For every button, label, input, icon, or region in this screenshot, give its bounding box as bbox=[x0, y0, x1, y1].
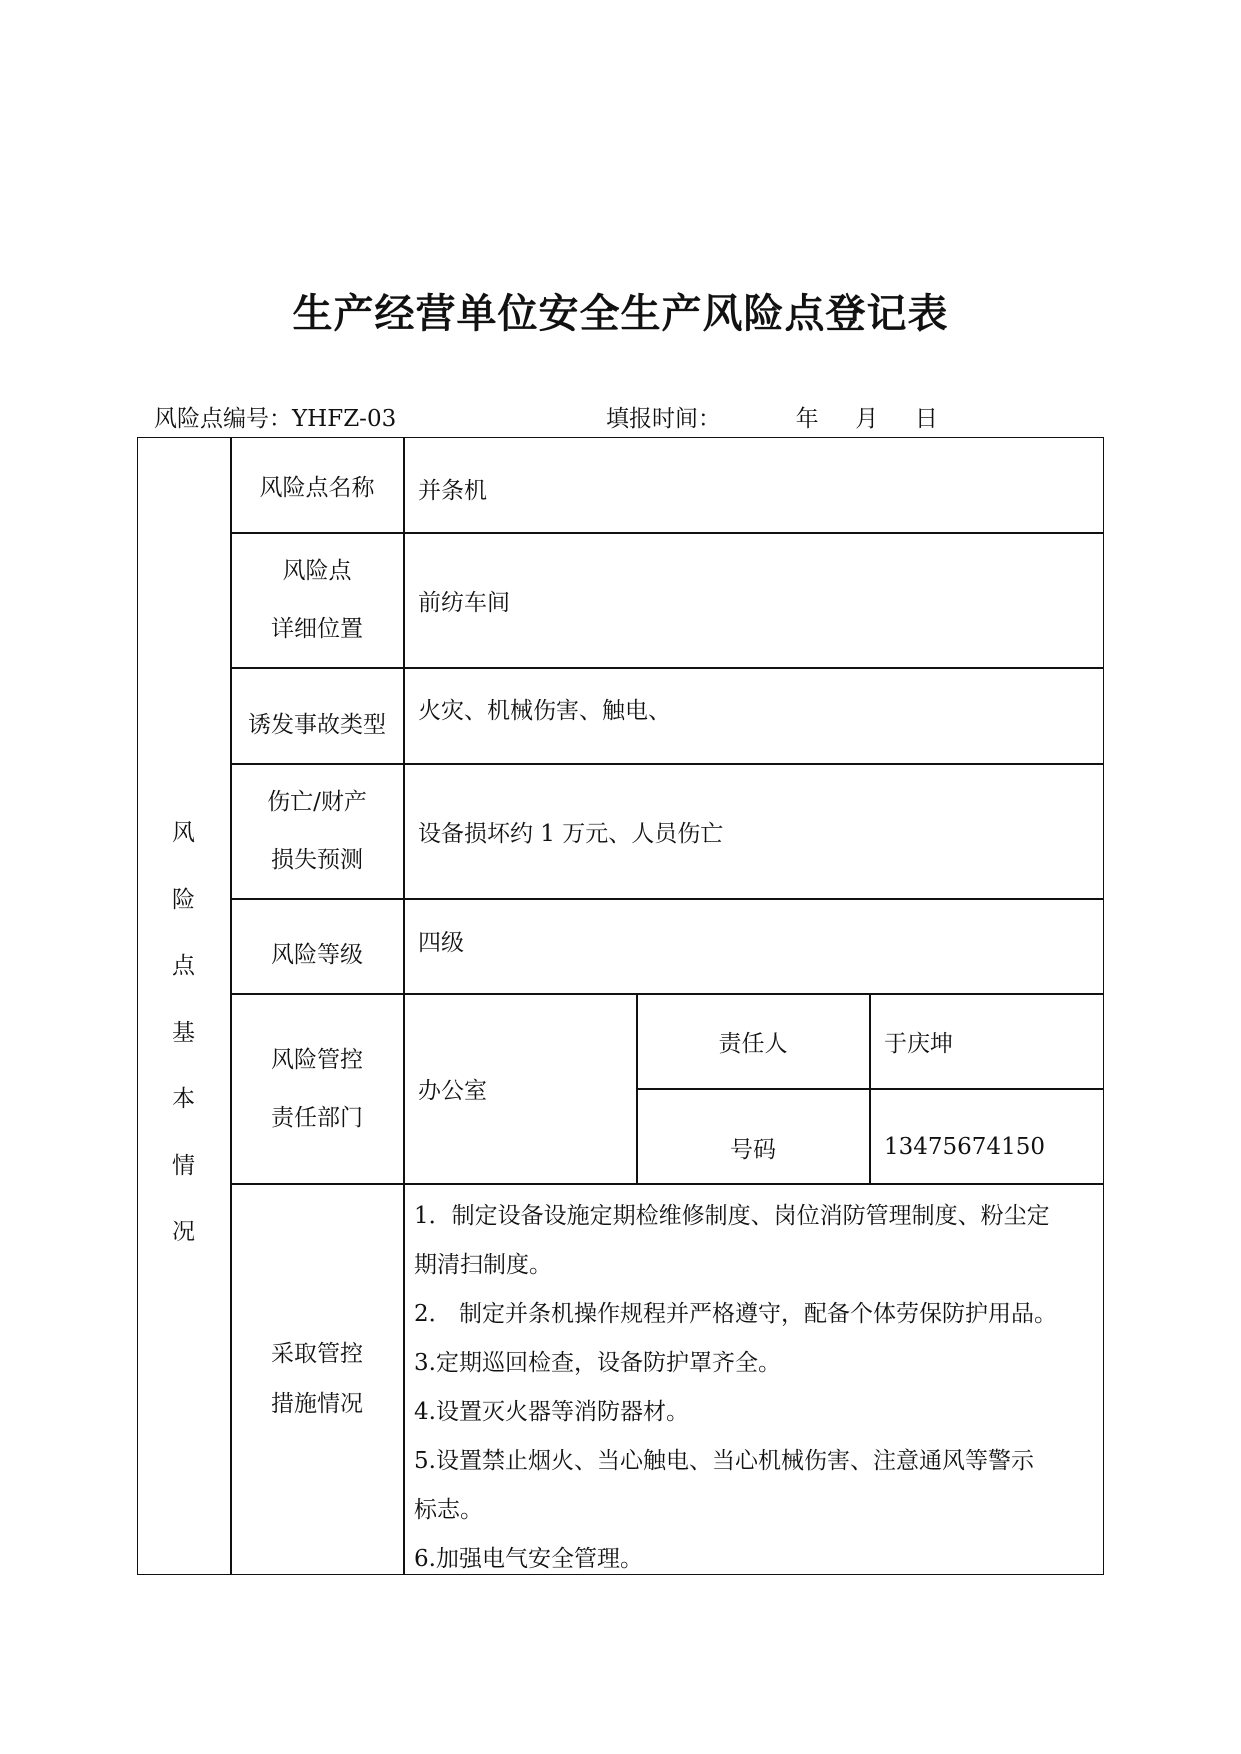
list-item: 3.定期巡回检查，设备防护罩齐全。 bbox=[414, 1350, 781, 1376]
list-item: 5.设置禁止烟火、当心触电、当心机械伤害、注意通风等警示 bbox=[414, 1448, 1034, 1474]
label-loss-prediction: 伤亡/财产 损失预测 bbox=[267, 789, 367, 873]
value-accident-type: 火灾、机械伤害、触电、 bbox=[418, 698, 671, 724]
label-accident-type: 诱发事故类型 bbox=[248, 712, 386, 738]
label-risk-name: 风险点名称 bbox=[259, 474, 375, 501]
label-control-department: 风险管控 责任部门 bbox=[271, 1046, 363, 1131]
list-item: 2． 制定并条机操作规程并严格遵守，配备个体劳保防护用品。 bbox=[414, 1301, 1057, 1327]
value-location: 前纺车间 bbox=[418, 589, 510, 616]
year-label: 年 bbox=[795, 406, 819, 432]
page-title: 生产经营单位安全生产风险点登记表 bbox=[292, 291, 949, 337]
label-risk-level: 风险等级 bbox=[271, 941, 363, 968]
value-risk-name: 并条机 bbox=[418, 478, 487, 504]
label-control-measures: 采取管控 措施情况 bbox=[271, 1341, 363, 1417]
label-location: 风险点 详细位置 bbox=[271, 558, 363, 642]
day-label: 日 bbox=[914, 406, 938, 432]
value-risk-level: 四级 bbox=[418, 929, 464, 956]
label-responsible-person: 责任人 bbox=[718, 1030, 788, 1057]
control-measures-list bbox=[414, 1192, 1099, 1584]
month-label: 月 bbox=[855, 406, 879, 432]
value-phone: 13475674150 bbox=[884, 1134, 1045, 1160]
report-date-label: 填报时间： bbox=[606, 406, 721, 432]
value-control-department: 办公室 bbox=[418, 1078, 487, 1104]
list-item: 6.加强电气安全管理。 bbox=[414, 1546, 643, 1572]
risk-code-label: 风险点编号： bbox=[154, 406, 292, 432]
risk-code bbox=[154, 400, 396, 433]
list-item: 期清扫制度。 bbox=[414, 1252, 552, 1278]
risk-code-value: YHFZ-03 bbox=[292, 406, 397, 432]
label-phone: 号码 bbox=[730, 1136, 776, 1163]
list-item: 1．制定设备设施定期检维修制度、岗位消防管理制度、粉尘定 bbox=[414, 1203, 1050, 1229]
value-responsible-person: 于庆坤 bbox=[884, 1030, 953, 1057]
report-date bbox=[606, 400, 938, 433]
divider bbox=[403, 437, 405, 1575]
list-item: 标志。 bbox=[414, 1497, 483, 1523]
value-loss-prediction: 设备损坏约 1 万元、人员伤亡 bbox=[418, 820, 724, 847]
section-label: 风 险 点 基 本 情 况 bbox=[172, 820, 195, 1245]
list-item: 4.设置灭火器等消防器材。 bbox=[414, 1399, 689, 1425]
